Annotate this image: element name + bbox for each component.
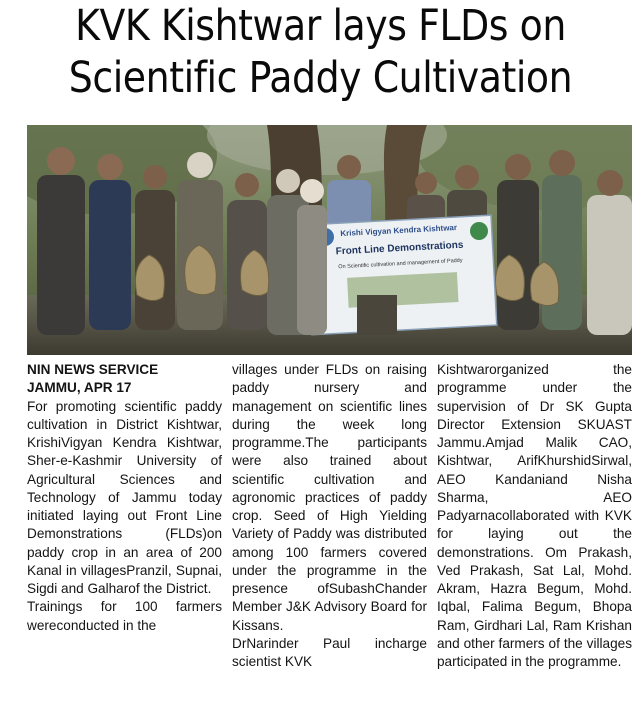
column-3 [437, 361, 632, 723]
article-body [27, 361, 632, 723]
headline-line-1: KVK Kishtwar lays FLDs on [75, 1, 566, 51]
paragraph: villages under FLDs on raising paddy nursery and management on scientific lines during the week long programme.The participants were also trained about scientific cultivation and agronomic practices of paddy crop. Seed of High Yielding Variety of Paddy was distributed among 100 farmers covered under the programme in the presence ofSubashChander Member J&K Advisory Board for Kissans. [232, 362, 427, 633]
column-2 [232, 361, 427, 723]
banner-title: Krishi Vigyan Kendra Kishtwar [340, 223, 458, 239]
banner-subtitle: Front Line Demonstrations [335, 239, 464, 258]
byline-source: NIN NEWS SERVICE [27, 362, 159, 377]
paragraph: DrNarinder Paul incharge scientist KVK [232, 635, 427, 669]
byline-place: JAMMU, APR 17 [27, 380, 132, 396]
banner-caption: On Scientific cultivation and management of Paddy [338, 257, 463, 271]
news-photo [27, 125, 632, 355]
headline [38, 0, 602, 104]
paragraph: Kishtwarorganized the programme under the supervision of Dr SK Gupta Director Extension SKUAST Jammu.Amjad Malik CAO, Kishtwar, ArifKhurshidSirwal, AEO Kandaniand Nisha Sharma, AEO Padyarnacollaborated with KVK for laying out the demonstrations. Om Prakash, Ved Prakash, Sat Lal, Mohd. Akram, Hazra Begum, Mohd. Iqbal, Falima Begum, Bhopa Ram, Girdhari Lal, Ram Krishan and other farmers of the villages participated in the programme. [437, 362, 632, 669]
paragraph: For promoting scientific paddy cultivation in District Kishtwar, KrishiVigyan Kendra Kishtwar, Sher-e-Kashmir University of Agricultural Sciences and Technology of Jammu today initiated laying out Front Line Demonstrations (FLDs)on paddy crop in an area of 200 Kanal in villagesPranzil, Supnai, Sigdi and Galharof the District. [27, 398, 222, 596]
paragraph: Trainings for 100 farmers wereconducted in the [27, 599, 222, 633]
headline-line-2: Scientific Paddy Cultivation [68, 53, 573, 103]
column-1 [27, 361, 222, 723]
